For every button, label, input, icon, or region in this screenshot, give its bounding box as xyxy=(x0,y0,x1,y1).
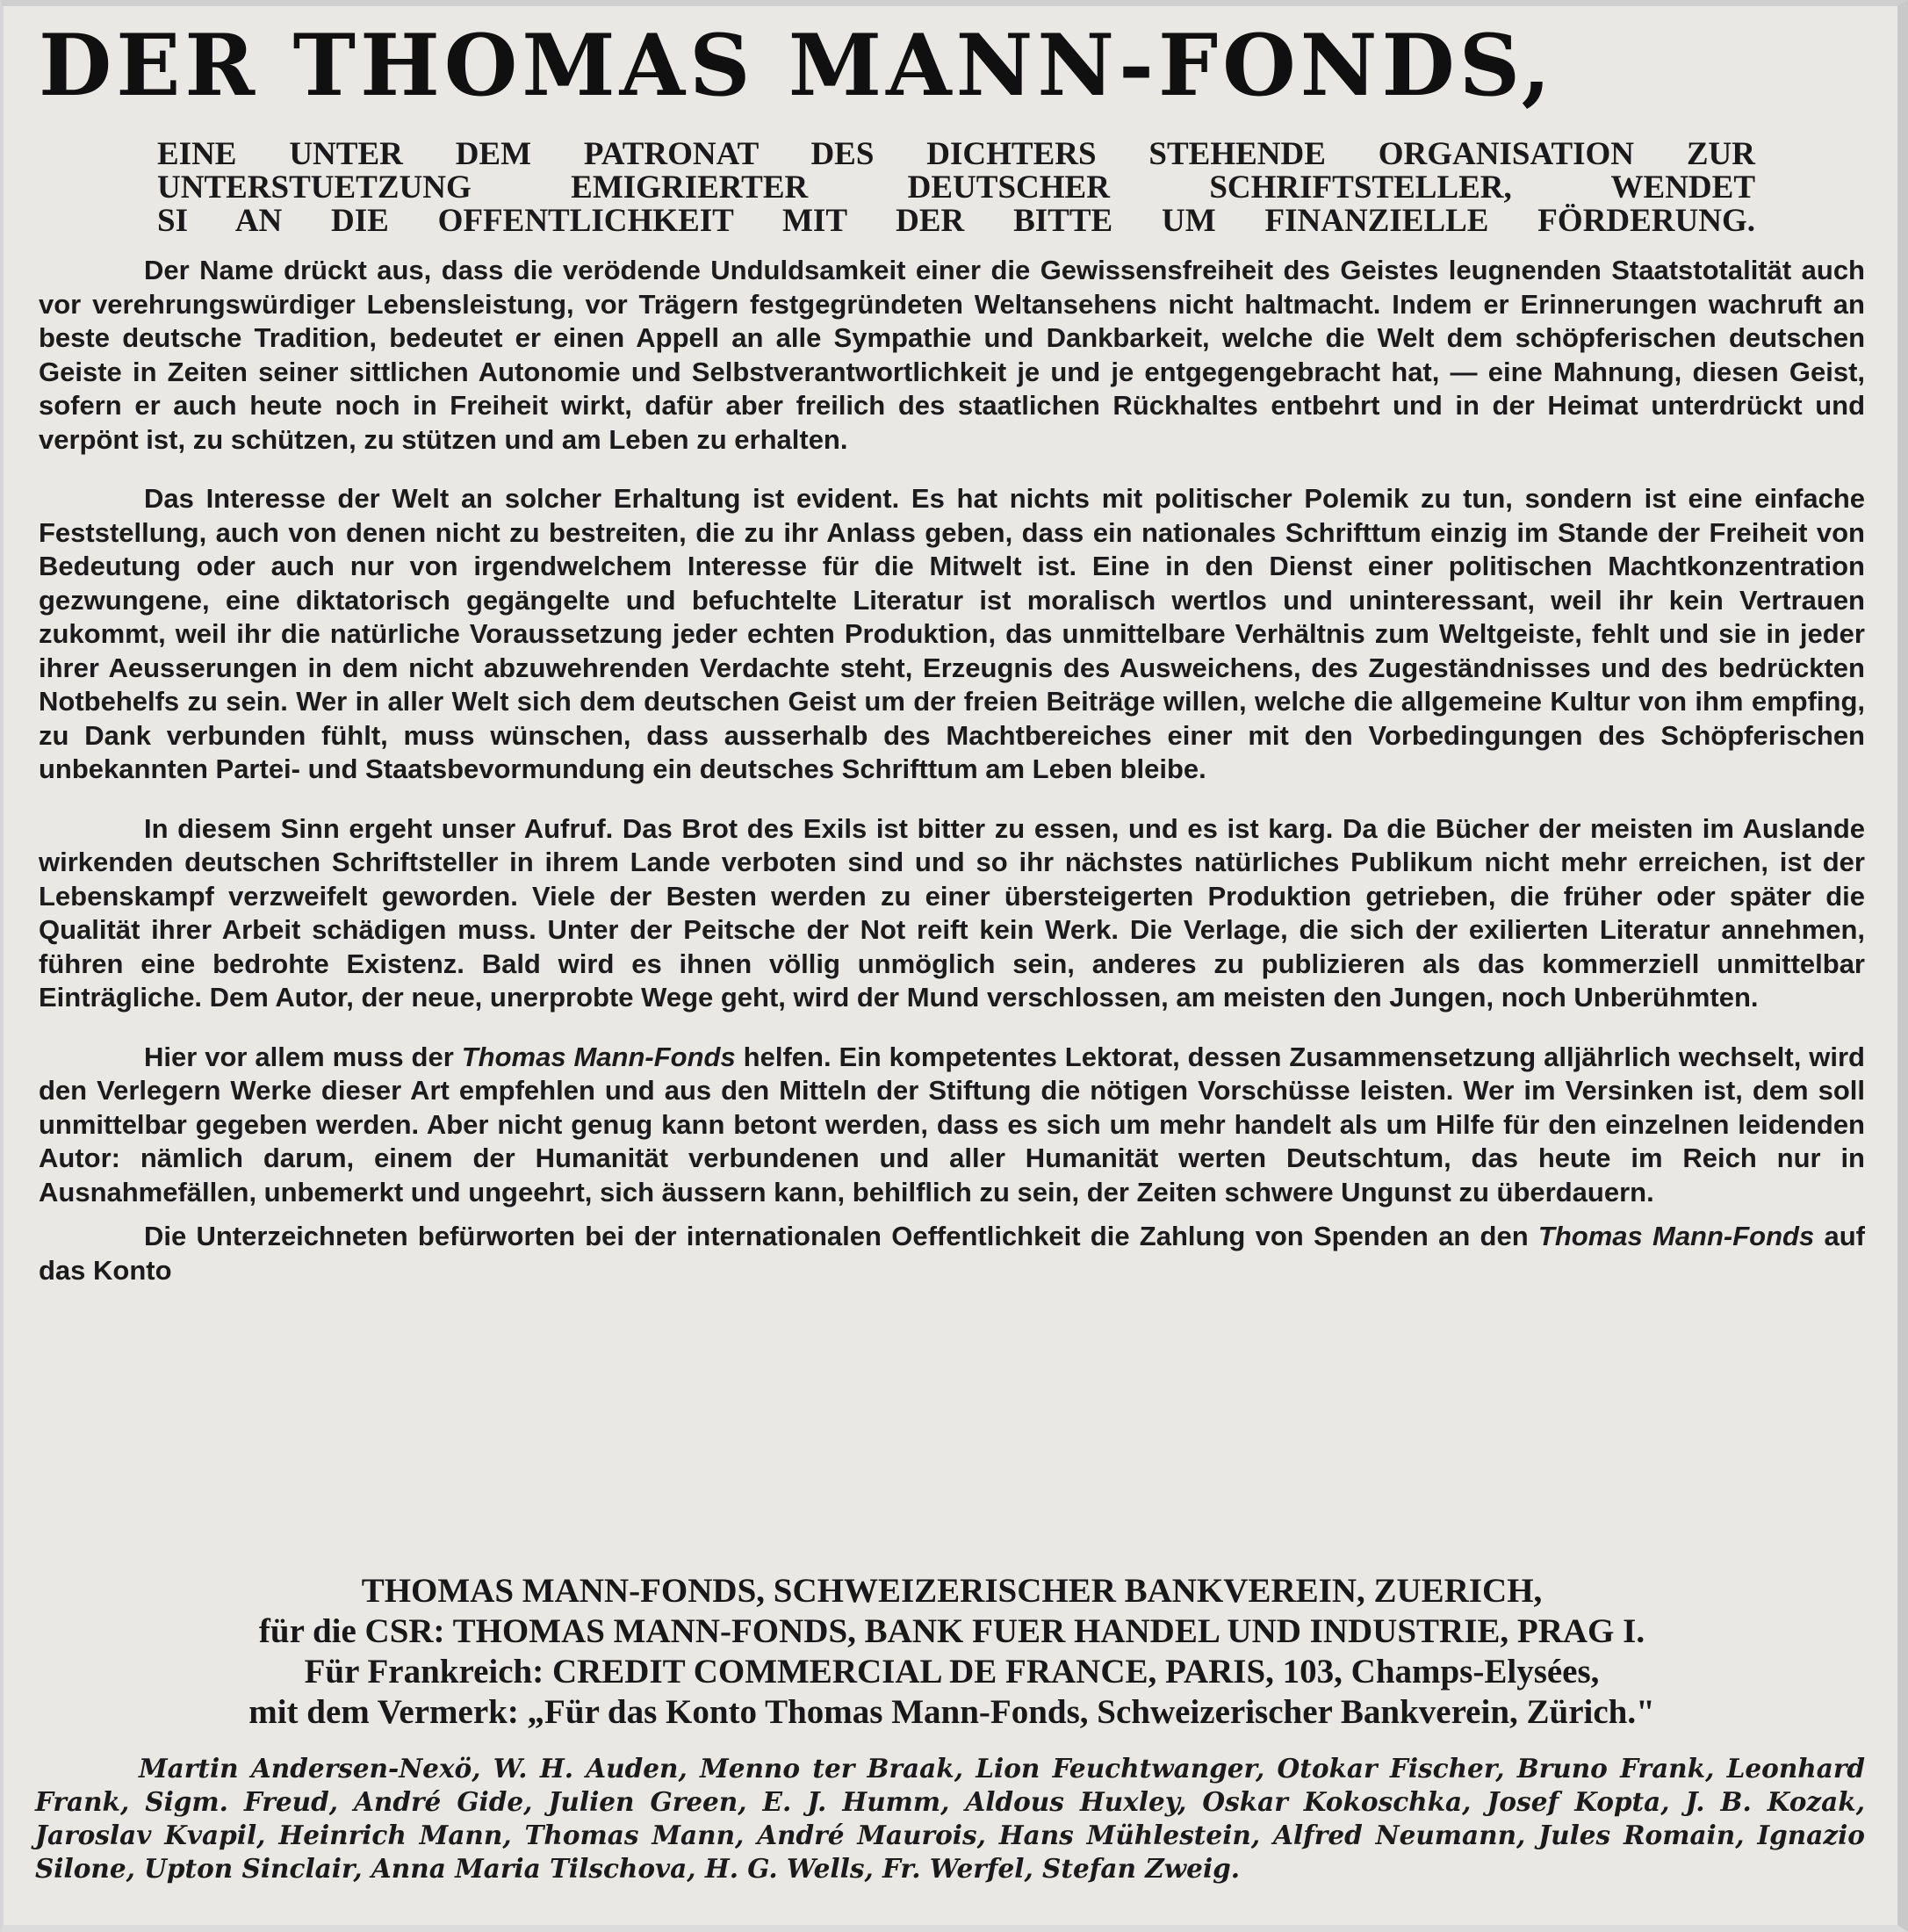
paragraph-2: Das Interesse der Welt an solcher Erhaltung ist evident. Es hat nichts mit politischer Polemik zu tun, sondern ist eine einfache Feststellung, auch von denen nicht zu bestreiten, die zu ihr Anlass geben, dass ein nationales Schrifttum einzig im Stande der Freiheit von Bedeutung oder auch nur von irgendwelchem Interesse für die Mitwelt ist. Eine in den Dienst einer politischen Machtkonzentration gezwungene, eine diktatorisch gegängelte und befuchtelte Literatur ist moralisch wertlos und uninteressant, weil ihr kein Vertrauen zukommt, weil ihr die natürliche Voraussetzung jeder echten Produktion, das unmittelbare Verhältnis zum Weltgeiste, fehlt und sie in jeder ihrer Aeusserungen in dem nicht abzuwehrenden Verdachte steht, Erzeugnis des Ausweichens, des Zugeständnisses und des bedrückten Notbehelfs zu sein. Wer in aller Welt sich dem deutschen Geist um der freien Beiträge willen, welche die allgemeine Kultur von ihm empfing, zu Dank verbunden fühlt, muss wünschen, dass ausserhalb des Machtbereiches einer mit den Vorbedingungen des Schöpferischen unbekannten Partei- und Staatsbevormundung ein deutsches Schrifttum am Leben bleibe. xyxy=(39,483,1865,784)
fund-name-emphasis: Thomas Mann-Fonds xyxy=(461,1041,736,1072)
subtitle-line: SI AN DIE OFFENTLICHKEIT MIT DER BITTE UM FINANZIELLE FÖRDERUNG. xyxy=(157,203,1755,239)
paragraph-3: In diesem Sinn ergeht unser Aufruf. Das Brot des Exils ist bitter zu essen, und es ist karg. Da die Bücher der meisten im Auslande wirkenden deutschen Schriftsteller in ihrem Lande verboten sind und so ihr nächstes natürliches Publikum nicht mehr erreichen, ist der Lebenskampf verzweifelt geworden. Viele der Besten werden zu einer übersteigerten Produktion getrieben, die früher oder später die Qualität ihrer Arbeit schädigen muss. Unter der Peitsche der Not reift kein Werk. Die Verlage, die sich der exilierten Literatur annehmen, führen eine bedrohte Existenz. Bald wird es ihnen völlig unmöglich sein, anderes zu publizieren als das kommerziell unmittelbar Einträgliche. Dem Autor, der neue, unerprobte Wege geht, wird der Mund verschlossen, am meisten den Jungen, noch Unberühmten. xyxy=(39,812,1865,1013)
bank-line: THOMAS MANN-FONDS, SCHWEIZERISCHER BANKVEREIN, ZUERICH, xyxy=(361,1572,1543,1610)
paragraph-5-text: Die Unterzeichneten befürworten bei der internationalen Oeffentlichkeit die Zahlung von Spenden an den xyxy=(144,1221,1538,1251)
paragraph-4 xyxy=(39,1041,1865,1210)
paragraph-4-text: Hier vor allem muss der xyxy=(144,1041,462,1072)
subtitle-line: EINE UNTER DEM PATRONAT DES DICHTERS STEHENDE ORGANISATION ZUR xyxy=(157,136,1755,172)
bank-line: Für Frankreich: CREDIT COMMERCIAL DE FRANCE, PARIS, 103, Champs-Elysées, xyxy=(304,1653,1600,1690)
paragraph-4-text: helfen. Ein kompetentes Lektorat, dessen Zusammensetzung alljährlich wechselt, wird den Verlegern Werke dieser Art empfehlen und aus den Mitteln der Stiftung die nötigen Vorschüsse leisten. Wer im Versinken ist, dem soll unmittelbar gegeben werden. Aber nicht genug kann betont werden, dass es sich um mehr handelt als um Hilfe für den einzelnen leidenden Autor: nämlich darum, einem der Humanität verbundenen und aller Humanität werten Deutschtum, das heute im Reich nur in Ausnahmefällen, unbemerkt und ungeehrt, sich äussern kann, behilflich zu sein, der Zeiten schwere Ungunst zu überdauern. xyxy=(39,1041,1865,1208)
subtitle-line: UNTERSTUETZUNG EMIGRIERTER DEUTSCHER SCHRIFTSTELLER, WENDET xyxy=(157,169,1755,205)
paragraph-1: Der Name drückt aus, dass die verödende Unduldsamkeit einer die Gewissensfreiheit des Geistes leugnenden Staatstotalität auch vor verehrungswürdiger Lebensleistung, vor Trägern festgegründeten Weltansehens nicht haltmacht. Indem er Erinnerungen wachruft an beste deutsche Tradition, bedeutet er einen Appell an alle Sympathie und Dankbarkeit, welche die Welt dem schöpferischen deutschen Geiste in Zeiten seiner sittlichen Autonomie und Selbstverantwortlichkeit je und je entgegengebracht hat, — eine Mahnung, diesen Geist, sofern er auch heute noch in Freiheit wirkt, dafür aber freilich des staatlichen Rückhaltes entbehrt und in der Heimat unterdrückt und verpönt ist, zu schützen, zu stützen und am Leben zu erhalten. xyxy=(39,255,1865,455)
bank-line: für die CSR: THOMAS MANN-FONDS, BANK FUER HANDEL UND INDUSTRIE, PRAG I. xyxy=(258,1612,1645,1650)
bank-line: mit dem Vermerk: „Für das Konto Thomas Mann-Fonds, Schweizerischer Bankverein, Zürich." xyxy=(248,1693,1655,1731)
page-title: DER THOMAS MANN-FONDS, xyxy=(39,16,1556,115)
article-body xyxy=(39,254,1865,1287)
paragraph-5-text: auf das Konto xyxy=(39,1221,1865,1286)
signatories-list: Martin Andersen-Nexö, W. H. Auden, Menno ter Braak, Lion Feuchtwanger, Otokar Fischer, Bruno Frank, Leonhard Frank, Sigm. Freud, André Gide, Julien Green, E. J. Humm, Aldous Huxley, Oskar Kokoschka, Josef Kopta, J. B. Kozak, Jaroslav Kvapil, Heinrich Mann, Thomas Mann, André Maurois, Hans Mühlestein, Alfred Neumann, Jules Romain, Ignazio Silone, Upton Sinclair, Anna Maria Tilschova, H. G. Wells, Fr. Werfel, Stefan Zweig. xyxy=(35,1753,1865,1884)
bank-account-block xyxy=(56,1571,1847,1733)
paragraph-5 xyxy=(39,1220,1865,1287)
subtitle-block xyxy=(157,138,1755,238)
fund-name-emphasis: Thomas Mann-Fonds xyxy=(1537,1221,1815,1251)
